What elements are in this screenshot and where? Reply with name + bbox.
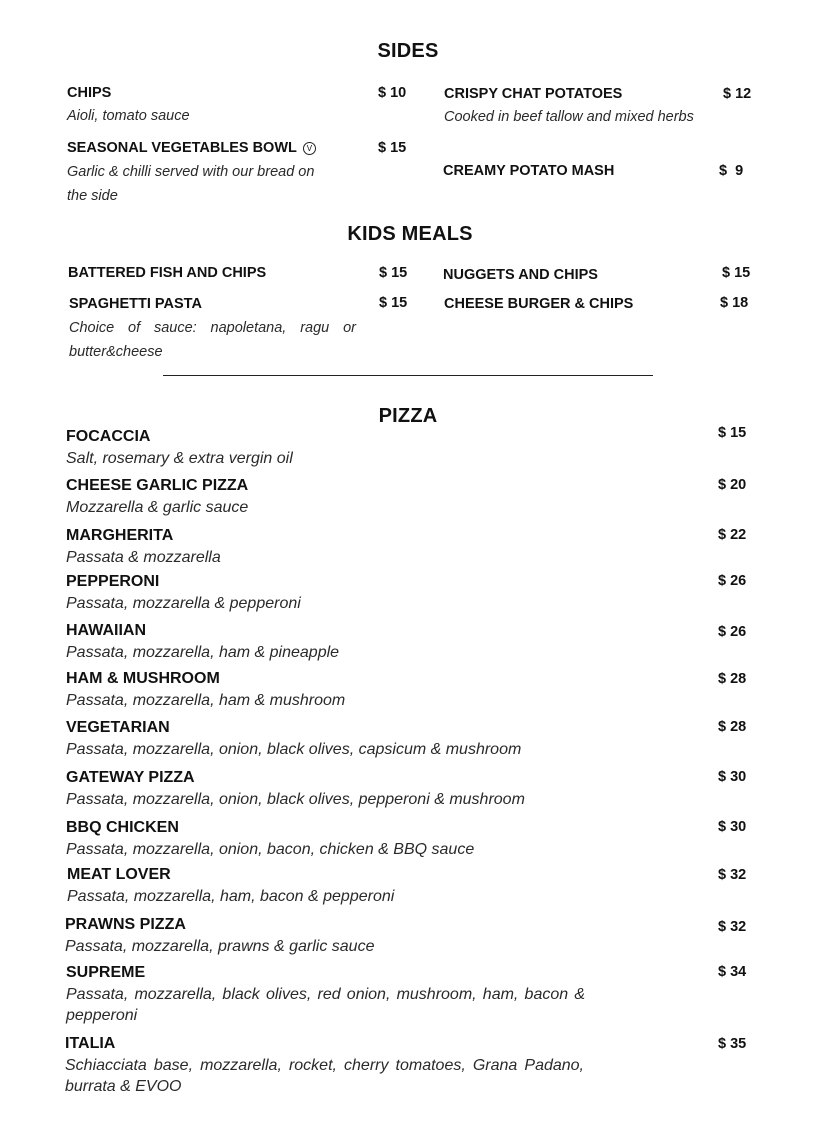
pizza-margherita-desc: Passata & mozzarella [66,549,221,566]
spaghetti-pasta-price: $ 15 [379,295,408,311]
pizza-italia-name: ITALIA [65,1035,116,1052]
pizza-meat-lover-name: MEAT LOVER [67,866,171,883]
creamy-potato-mash-name: CREAMY POTATO MASH [443,163,615,179]
section-divider [163,375,653,376]
crispy-chat-potatoes-name: CRISPY CHAT POTATOES [444,86,623,102]
seasonal-vegetables-price: $ 15 [378,140,407,156]
vegetarian-icon: V [303,142,316,155]
pizza-pepperoni-name: PEPPERONI [66,573,160,590]
pizza-margherita-name: MARGHERITA [66,527,174,544]
pizza-supreme-name: SUPREME [66,964,146,981]
crispy-chat-potatoes-price: $ 12 [723,86,752,102]
pizza-prawns-pizza-name: PRAWNS PIZZA [65,916,186,933]
spaghetti-pasta-name: SPAGHETTI PASTA [69,296,202,312]
pizza-ham-and-mushroom-name: HAM & MUSHROOM [66,670,220,687]
pizza-ham-and-mushroom-desc: Passata, mozzarella, ham & mushroom [66,692,346,709]
seasonal-vegetables-item [67,140,316,156]
pizza-bbq-chicken-desc: Passata, mozzarella, onion, bacon, chicken & BBQ sauce [66,841,475,858]
cheese-burger-name: CHEESE BURGER & CHIPS [444,296,634,312]
pizza-focaccia-desc: Salt, rosemary & extra vergin oil [66,450,293,467]
pizza-margherita-price: $ 22 [718,527,747,543]
pizza-vegetarian-desc: Passata, mozzarella, onion, black olives, capsicum & mushroom [66,741,522,758]
pizza-hawaiian-price: $ 26 [718,624,747,640]
pizza-focaccia-price: $ 15 [718,425,747,441]
pizza-meat-lover-price: $ 32 [718,867,747,883]
pizza-gateway-pizza-name: GATEWAY PIZZA [66,769,195,786]
pizza-ham-and-mushroom-price: $ 28 [718,671,747,687]
nuggets-price: $ 15 [722,265,751,281]
cheese-burger-price: $ 18 [720,295,749,311]
pizza-cheese-garlic-pizza-name: CHEESE GARLIC PIZZA [66,477,249,494]
spaghetti-pasta-desc: Choice of sauce: napoletana, ragu or butter&cheese [69,320,356,360]
pizza-supreme-desc: Passata, mozzarella, black olives, red onion, mushroom, ham, bacon & pepperoni [66,986,585,1024]
pizza-italia-price: $ 35 [718,1036,747,1052]
pizza-vegetarian-name: VEGETARIAN [66,719,170,736]
pizza-cheese-garlic-pizza-price: $ 20 [718,477,747,493]
battered-fish-name: BATTERED FISH AND CHIPS [68,265,267,281]
pizza-cheese-garlic-pizza-desc: Mozzarella & garlic sauce [66,499,249,516]
pizza-meat-lover-desc: Passata, mozzarella, ham, bacon & pepperoni [67,888,395,905]
sides-heading: SIDES [377,40,439,62]
pizza-hawaiian-name: HAWAIIAN [66,622,146,639]
creamy-potato-mash-price: $ 9 [719,163,744,179]
chips-desc: Aioli, tomato sauce [67,108,190,124]
pizza-heading: PIZZA [378,405,438,427]
pizza-vegetarian-price: $ 28 [718,719,747,735]
pizza-bbq-chicken-name: BBQ CHICKEN [66,819,179,836]
kids-meals-heading: KIDS MEALS [347,223,473,245]
pizza-italia-desc: Schiacciata base, mozzarella, rocket, cherry tomatoes, Grana Padano, burrata & EVOO [65,1057,584,1095]
pizza-gateway-pizza-price: $ 30 [718,769,747,785]
battered-fish-price: $ 15 [379,265,408,281]
nuggets-name: NUGGETS AND CHIPS [443,267,598,283]
seasonal-vegetables-desc: Garlic & chilli served with our bread on the side [67,164,315,204]
pizza-hawaiian-desc: Passata, mozzarella, ham & pineapple [66,644,340,661]
pizza-gateway-pizza-desc: Passata, mozzarella, onion, black olives, pepperoni & mushroom [66,791,525,808]
pizza-pepperoni-desc: Passata, mozzarella & pepperoni [66,595,301,612]
pizza-supreme-price: $ 34 [718,964,747,980]
pizza-pepperoni-price: $ 26 [718,573,747,589]
seasonal-vegetables-name: SEASONAL VEGETABLES BOWL [67,140,297,156]
chips-name: CHIPS [67,85,112,101]
pizza-prawns-pizza-price: $ 32 [718,919,747,935]
chips-price: $ 10 [378,85,407,101]
pizza-bbq-chicken-price: $ 30 [718,819,747,835]
pizza-prawns-pizza-desc: Passata, mozzarella, prawns & garlic sauce [65,938,375,955]
pizza-focaccia-name: FOCACCIA [66,428,151,445]
crispy-chat-potatoes-desc: Cooked in beef tallow and mixed herbs [444,109,694,125]
